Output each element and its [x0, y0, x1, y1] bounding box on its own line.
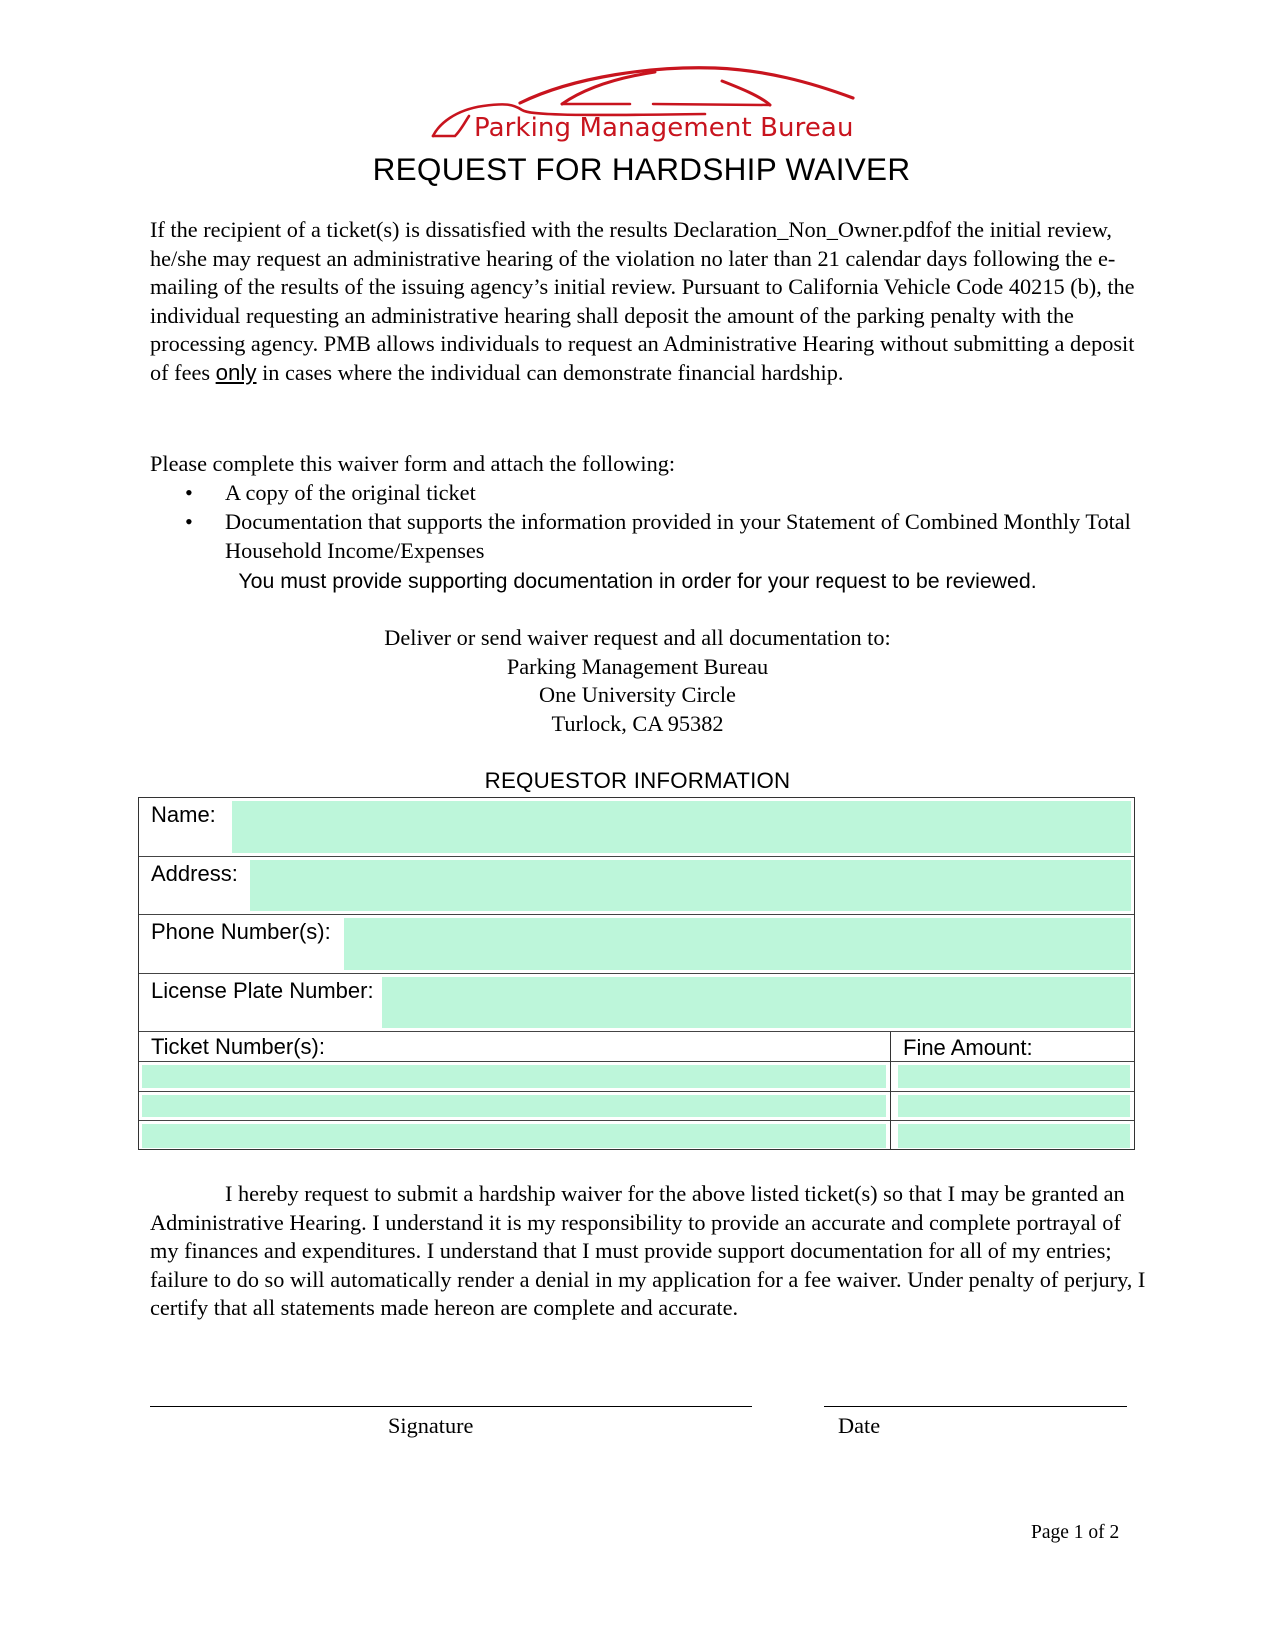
- attachment-list-item: [150, 508, 1150, 566]
- intro-text-start: If the recipient of a ticket(s) is dissatisfied with the results Declaration_Non_Owner.pdfof the initial review, he/she may request an administrative hearing of the violation no later than 21 calendar days following the e-mailing of the results of the issuing agency’s initial review. Pursuant to California Vehicle Code 40215 (b), the individual requesting an administrative hearing shall deposit the amount of the parking penalty with the processing agency. PMB allows individuals to request an Administrative Hearing without submitting a deposit of fees: [150, 217, 1135, 385]
- attachment-item-text: Documentation that supports the information provided in your Statement of Combined Monthly Total Household Income/Expenses: [225, 509, 1131, 563]
- date-line[interactable]: [824, 1406, 1127, 1407]
- declaration-paragraph: I hereby request to submit a hardship waiver for the above listed ticket(s) so that I may be granted an Administrative Hearing. I understand it is my responsibility to provide an accurate and complete portrayal of my finances and expenditures. I understand that I must provide support documentation for all of my entries; failure to do so will automatically render a denial in my application for a fee waiver. Under penalty of perjury, I certify that all statements made hereon are complete and accurate.: [150, 1181, 1146, 1321]
- ticket-row: [139, 1121, 1134, 1151]
- license-plate-label: License Plate Number:: [151, 978, 374, 1003]
- delivery-org: Parking Management Bureau: [506, 654, 769, 679]
- ticket-number-label: Ticket Number(s):: [151, 1034, 325, 1059]
- fine-amount-field[interactable]: [898, 1124, 1130, 1148]
- page-title: REQUEST FOR HARDSHIP WAIVER: [372, 151, 911, 187]
- phone-field[interactable]: [344, 918, 1131, 970]
- signature-label: Signature: [388, 1413, 474, 1438]
- address-label: Address:: [151, 861, 238, 886]
- attachment-item-text: A copy of the original ticket: [225, 480, 476, 505]
- address-row: [139, 857, 1134, 915]
- name-field[interactable]: [232, 801, 1131, 853]
- intro-paragraph: [150, 216, 1150, 388]
- phone-label: Phone Number(s):: [151, 919, 331, 944]
- license-plate-row: [139, 974, 1134, 1032]
- ticket-number-field[interactable]: [142, 1095, 886, 1118]
- license-plate-field[interactable]: [382, 977, 1131, 1028]
- signature-line[interactable]: [150, 1406, 752, 1407]
- logo-text: Parking Management Bureau: [474, 113, 854, 143]
- intro-underlined-word: only: [215, 359, 257, 385]
- ticket-row: [139, 1092, 1134, 1122]
- requestor-info-table: [138, 797, 1135, 1150]
- bullet-icon: •: [185, 509, 193, 534]
- ticket-header-row: [139, 1032, 1134, 1062]
- ticket-row: [139, 1062, 1134, 1092]
- delivery-instruction: Deliver or send waiver request and all documentation to:: [384, 625, 891, 650]
- section-title-requestor: REQUESTOR INFORMATION: [484, 768, 791, 793]
- attachments-label: Please complete this waiver form and attach the following:: [150, 451, 676, 476]
- address-field[interactable]: [250, 860, 1131, 911]
- page-number: Page 1 of 2: [1031, 1522, 1120, 1543]
- name-row: [139, 798, 1134, 857]
- attachment-list-item: [150, 479, 1150, 508]
- fine-amount-field[interactable]: [898, 1065, 1130, 1088]
- bullet-icon: •: [185, 480, 193, 505]
- fine-amount-label: Fine Amount:: [903, 1035, 1033, 1060]
- intro-text-end: in cases where the individual can demonstrate financial hardship.: [256, 359, 844, 385]
- date-label: Date: [838, 1413, 881, 1438]
- delivery-street: One University Circle: [539, 682, 736, 707]
- documentation-notice: You must provide supporting documentation in order for your request to be reviewed.: [238, 569, 1037, 593]
- delivery-city: Turlock, CA 95382: [551, 711, 724, 736]
- name-label: Name:: [151, 802, 216, 827]
- ticket-number-field[interactable]: [142, 1065, 886, 1088]
- ticket-number-field[interactable]: [142, 1124, 886, 1148]
- fine-amount-field[interactable]: [898, 1095, 1130, 1118]
- ticket-column-divider: [890, 1032, 891, 1149]
- phone-row: [139, 915, 1134, 974]
